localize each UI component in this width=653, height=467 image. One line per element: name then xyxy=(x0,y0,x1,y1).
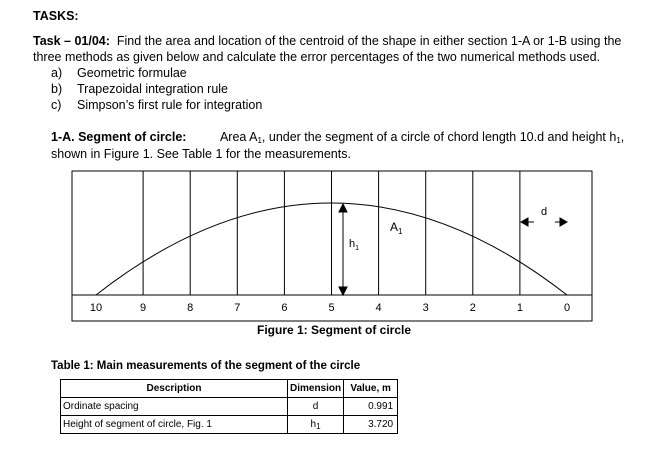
spacing-arrow-left-head xyxy=(521,218,528,226)
task-line-2: three methods as given below and calculate the error percentages of the two numerical methods used. xyxy=(33,50,600,64)
row-dimension: $h_1$ xyxy=(288,416,344,434)
method-text: Trapezoidal integration rule xyxy=(77,82,229,96)
station-label: 0 xyxy=(563,302,571,314)
table-row xyxy=(61,416,398,434)
task-text-1: Find the area and location of the centroid of the shape in either section 1-A or 1-B using the xyxy=(116,34,622,48)
figure-caption: Figure 1: Segment of circle xyxy=(257,323,412,337)
station-label: 2 xyxy=(469,302,476,314)
header-value: Value, m xyxy=(344,380,398,398)
height-label: $h_1$ xyxy=(349,238,360,252)
header-description: Description xyxy=(61,380,288,398)
table-row xyxy=(61,398,398,416)
measurements-table xyxy=(60,379,398,434)
tasks-heading: TASKS: xyxy=(33,9,79,23)
station-label: 4 xyxy=(375,302,382,314)
method-text: Geometric formulae xyxy=(77,66,187,80)
station-label: 6 xyxy=(281,302,288,314)
height-arrow-head-top xyxy=(339,204,347,212)
row-dimension: d xyxy=(288,398,344,416)
section-label: 1-A. Segment of circle: xyxy=(51,130,187,144)
row-value: 3.720 xyxy=(344,416,398,434)
row-description: Height of segment of circle, Fig. 1 xyxy=(61,416,288,434)
header-dimension: Dimension xyxy=(288,380,344,398)
section-line-2: shown in Figure 1. See Table 1 for the measurements. xyxy=(51,147,351,161)
method-marker: c) xyxy=(51,98,62,112)
row-value: 0.991 xyxy=(344,398,398,416)
table-header-row xyxy=(61,380,398,398)
station-label: 10 xyxy=(89,302,103,314)
method-marker: b) xyxy=(51,82,63,96)
method-marker: a) xyxy=(51,66,63,80)
station-label: 7 xyxy=(234,302,241,314)
height-arrow-head-bottom xyxy=(339,287,347,295)
row-description: Ordinate spacing xyxy=(61,398,288,416)
station-label: 9 xyxy=(140,302,147,314)
task-label: Task – 01/04: xyxy=(33,34,110,48)
spacing-arrow-right-head xyxy=(560,218,567,226)
area-label: $A_1$ xyxy=(390,220,403,236)
station-label: 8 xyxy=(187,302,194,314)
station-label: 5 xyxy=(328,302,335,314)
station-label: 3 xyxy=(422,302,429,314)
method-text: Simpson’s first rule for integration xyxy=(77,98,263,112)
spacing-label: d xyxy=(541,206,548,218)
table-caption: Table 1: Main measurements of the segment of the circle xyxy=(51,360,361,372)
section-text: Area $A_1$, under the segment of a circle of chord length 10.d and height $h_1$, xyxy=(219,130,625,145)
station-label: 1 xyxy=(516,302,523,314)
